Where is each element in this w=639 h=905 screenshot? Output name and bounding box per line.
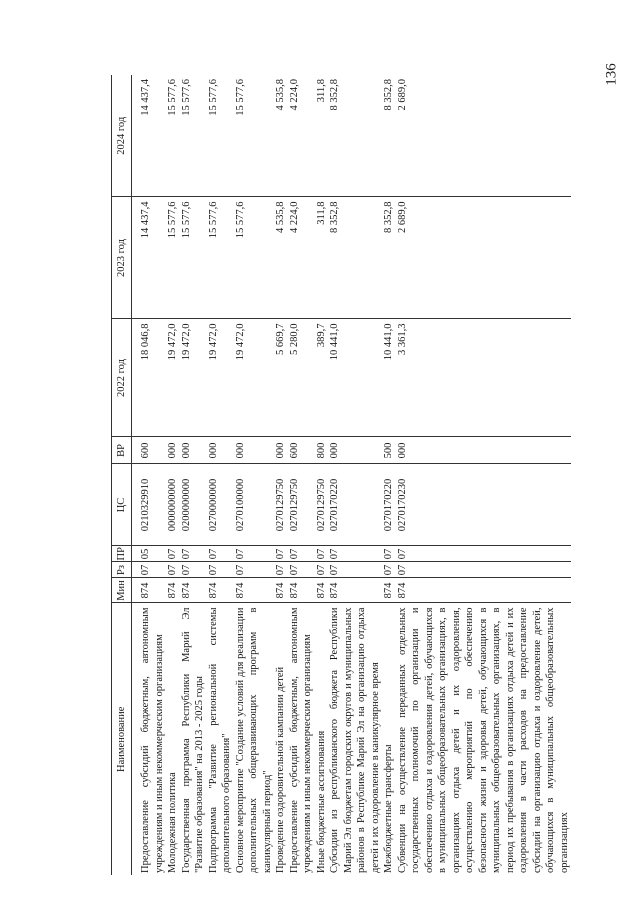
row-rz: 07 bbox=[207, 562, 234, 578]
row-2024: 14 437,4 bbox=[139, 75, 166, 197]
row-vr: 500 bbox=[382, 437, 396, 464]
row-vr: 000 bbox=[274, 437, 288, 464]
row-rz: 07 bbox=[274, 562, 288, 578]
row-cs: 0270129750 bbox=[288, 464, 315, 546]
table-row bbox=[274, 75, 288, 875]
row-pr: 07 bbox=[166, 546, 180, 562]
row-2022: 5 280,0 bbox=[288, 319, 315, 437]
row-rz: 07 bbox=[288, 562, 315, 578]
row-pr: 05 bbox=[139, 546, 166, 562]
row-min: 874 bbox=[288, 578, 315, 603]
row-2024: 311,8 bbox=[315, 75, 329, 197]
table-row bbox=[288, 75, 315, 875]
header-rz: Рз bbox=[112, 562, 132, 578]
row-name: Основное мероприятие "Создание условий для реализации дополнительных общеразвивающих программ в каникулярный период" bbox=[234, 607, 273, 873]
row-2024: 4 535,8 bbox=[274, 75, 288, 197]
row-2023: 4 224,0 bbox=[288, 197, 315, 319]
row-2023: 8 352,8 bbox=[328, 197, 382, 319]
row-2022: 19 472,0 bbox=[207, 319, 234, 437]
row-name: Иные бюджетные ассигнования bbox=[315, 730, 327, 873]
row-pr: 07 bbox=[396, 546, 572, 562]
row-cs: 0270100000 bbox=[234, 464, 275, 546]
row-min: 874 bbox=[315, 578, 329, 603]
row-2024: 2 689,0 bbox=[396, 75, 572, 197]
row-2024: 15 577,6 bbox=[166, 75, 180, 197]
row-pr: 07 bbox=[234, 546, 275, 562]
row-2022: 10 441,0 bbox=[328, 319, 382, 437]
row-2022: 19 472,0 bbox=[166, 319, 180, 437]
row-vr: 000 bbox=[328, 437, 382, 464]
row-2022: 389,7 bbox=[315, 319, 329, 437]
row-min: 874 bbox=[396, 578, 572, 603]
row-2022: 19 472,0 bbox=[180, 319, 207, 437]
row-2022: 10 441,0 bbox=[382, 319, 396, 437]
row-name: Субвенции на осуществление переданных отдельных государственных полномочий по организации и обеспечению отдыха и оздоровления детей, обучающихся в муниципальных общеобразовательных организациях, в организациях отдыха детей и их оздоровления, осуществлению мероприятий по обеспечению безопасности жизни и здоровья детей, обучающихся в муниципальных общеобразовательных организациях, в период их пребывания в организациях отдыха детей и их оздоровления в части расходов на предоставление субсидий на организацию отдыха и оздоровление детей, обучающихся в муниципальных общеобразовательных организациях bbox=[396, 607, 570, 873]
row-cs: 0270129750 bbox=[274, 464, 288, 546]
row-vr: 000 bbox=[207, 437, 234, 464]
row-rz: 07 bbox=[234, 562, 275, 578]
row-2023: 8 352,8 bbox=[382, 197, 396, 319]
row-pr: 07 bbox=[315, 546, 329, 562]
table-row bbox=[396, 75, 572, 875]
row-cs: 0270000000 bbox=[207, 464, 234, 546]
table-row bbox=[234, 75, 275, 875]
row-2024: 15 577,6 bbox=[207, 75, 234, 197]
row-2023: 15 577,6 bbox=[207, 197, 234, 319]
row-name: Государственная программа Республики Марий Эл "Развитие образования" на 2013 - 2025 годы bbox=[180, 607, 205, 873]
header-cs: ЦС bbox=[112, 464, 132, 546]
row-pr: 07 bbox=[288, 546, 315, 562]
row-min: 874 bbox=[328, 578, 382, 603]
row-2024: 15 577,6 bbox=[180, 75, 207, 197]
table-row bbox=[315, 75, 329, 875]
row-2023: 311,8 bbox=[315, 197, 329, 319]
row-2022: 18 046,8 bbox=[139, 319, 166, 437]
row-2024: 4 224,0 bbox=[288, 75, 315, 197]
row-cs: 0270170220 bbox=[382, 464, 396, 546]
row-2022: 19 472,0 bbox=[234, 319, 275, 437]
row-2024: 8 352,8 bbox=[382, 75, 396, 197]
row-vr: 800 bbox=[315, 437, 329, 464]
row-cs: 0210329910 bbox=[139, 464, 166, 546]
spacer-row bbox=[132, 75, 140, 875]
table-row bbox=[166, 75, 180, 875]
row-rz: 07 bbox=[180, 562, 207, 578]
table-row bbox=[139, 75, 166, 875]
row-2024: 8 352,8 bbox=[328, 75, 382, 197]
row-cs: 0270170230 bbox=[396, 464, 572, 546]
row-vr: 600 bbox=[139, 437, 166, 464]
row-min: 874 bbox=[139, 578, 166, 603]
table-row bbox=[382, 75, 396, 875]
row-vr: 000 bbox=[180, 437, 207, 464]
row-pr: 07 bbox=[382, 546, 396, 562]
row-2023: 4 535,8 bbox=[274, 197, 288, 319]
page-number: 136 bbox=[603, 63, 620, 86]
budget-table bbox=[111, 75, 571, 875]
row-min: 874 bbox=[382, 578, 396, 603]
row-2023: 15 577,6 bbox=[234, 197, 275, 319]
row-name: Подпрограмма "Развитие региональной системы дополнительного образования" bbox=[207, 607, 232, 873]
row-2022: 3 361,3 bbox=[396, 319, 572, 437]
row-name: Межбюджетные трансферты bbox=[383, 744, 394, 873]
row-2023: 15 577,6 bbox=[180, 197, 207, 319]
row-pr: 07 bbox=[274, 546, 288, 562]
row-rz: 07 bbox=[396, 562, 572, 578]
table-row bbox=[207, 75, 234, 875]
table-row bbox=[328, 75, 382, 875]
row-min: 874 bbox=[234, 578, 275, 603]
row-2024: 15 577,6 bbox=[234, 75, 275, 197]
row-pr: 07 bbox=[328, 546, 382, 562]
row-cs: 0270170220 bbox=[328, 464, 382, 546]
row-pr: 07 bbox=[207, 546, 234, 562]
row-min: 874 bbox=[274, 578, 288, 603]
row-vr: 000 bbox=[166, 437, 180, 464]
header-2022: 2022 год bbox=[112, 319, 132, 437]
header-2023: 2023 год bbox=[112, 197, 132, 319]
row-name: Предоставление субсидий бюджетным, автономным учреждениям и иным некоммерческим организациям bbox=[288, 607, 313, 873]
header-min: Мин bbox=[112, 578, 132, 603]
row-2023: 15 577,6 bbox=[166, 197, 180, 319]
header-name: Наименование bbox=[112, 603, 132, 875]
row-name: Предоставление субсидий бюджетным, автономным учреждениям и иным некоммерческим организациям bbox=[140, 607, 165, 873]
table-header-row bbox=[112, 75, 132, 875]
header-2024: 2024 год bbox=[112, 75, 132, 197]
header-pr: ПР bbox=[112, 546, 132, 562]
row-vr: 600 bbox=[288, 437, 315, 464]
row-min: 874 bbox=[180, 578, 207, 603]
row-cs: 0000000000 bbox=[166, 464, 180, 546]
row-2023: 2 689,0 bbox=[396, 197, 572, 319]
row-rz: 07 bbox=[139, 562, 166, 578]
row-rz: 07 bbox=[328, 562, 382, 578]
row-rz: 07 bbox=[382, 562, 396, 578]
row-cs: 0270129750 bbox=[315, 464, 329, 546]
row-pr: 07 bbox=[180, 546, 207, 562]
rotated-table-wrapper bbox=[111, 75, 606, 875]
row-name: Молодежная политика bbox=[167, 772, 178, 873]
table-row bbox=[180, 75, 207, 875]
row-vr: 000 bbox=[396, 437, 572, 464]
row-2023: 14 437,4 bbox=[139, 197, 166, 319]
row-rz: 07 bbox=[315, 562, 329, 578]
row-cs: 0200000000 bbox=[180, 464, 207, 546]
row-name: Субсидии из республиканского бюджета Республики Марий Эл бюджетам городских округов и муниципальных районов в Республике Марий Эл на организацию отдыха детей и их оздоровление в каникулярное время bbox=[329, 607, 381, 873]
row-min: 874 bbox=[166, 578, 180, 603]
row-vr: 000 bbox=[234, 437, 275, 464]
header-vr: ВР bbox=[112, 437, 132, 464]
row-2022: 5 669,7 bbox=[274, 319, 288, 437]
row-name: Проведение оздоровительной кампании детей bbox=[275, 666, 286, 873]
row-min: 874 bbox=[207, 578, 234, 603]
row-rz: 07 bbox=[166, 562, 180, 578]
